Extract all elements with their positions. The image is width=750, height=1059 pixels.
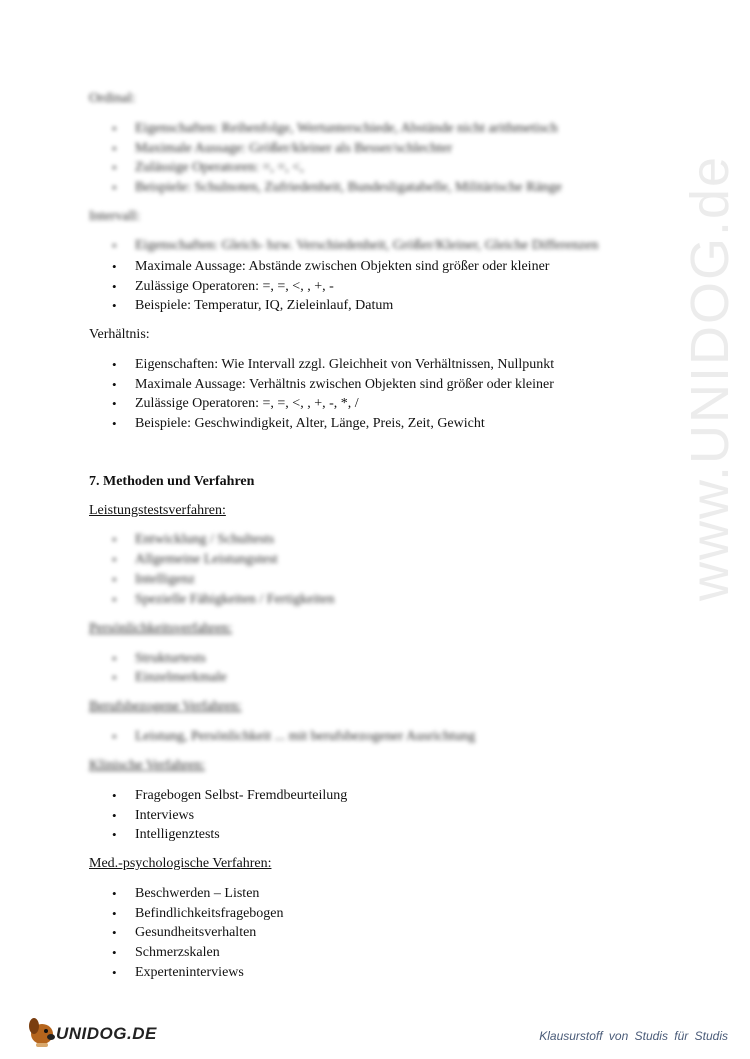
bullet: • <box>112 729 117 744</box>
list-item: Eigenschaften: Wie Intervall zzgl. Gleichheit von Verhältnissen, Nullpunkt <box>135 357 555 372</box>
list-item: Befindlichkeitsfragebogen <box>135 906 284 921</box>
bullet: • <box>112 965 117 980</box>
list-item: Experteninterviews <box>135 965 244 980</box>
bullet: • <box>112 651 117 666</box>
med-heading: Med.-psychologische Verfahren: <box>89 856 272 871</box>
footer-logo-text: UNIDOG.DE <box>56 1024 157 1043</box>
list-item: Maximale Aussage: Abstände zwischen Objekten sind größer oder kleiner <box>135 259 550 274</box>
intervall-heading: Intervall: <box>89 209 141 224</box>
bullet: • <box>112 121 117 136</box>
list-item: Eigenschaften: Gleich- bzw. Verschiedenheit, Größer/Kleiner, Gleiche Differenzen <box>135 238 599 253</box>
klinisch-heading: Klinische Verfahren: <box>89 758 205 773</box>
persoenlichkeit-heading: Persönlichkeitsverfahren: <box>89 621 233 636</box>
list-item: Allgemeine Leistungstest <box>135 552 278 567</box>
bullet: • <box>112 238 117 253</box>
bullet: • <box>112 906 117 921</box>
list-item: Einzelmerkmale <box>135 670 227 685</box>
bullet: • <box>112 886 117 901</box>
list-item: Zulässige Operatoren: =, =, <, , +, - <box>135 279 334 294</box>
bullet: • <box>112 827 117 842</box>
bullet: • <box>112 416 117 431</box>
bullet: • <box>112 357 117 372</box>
footer-tagline: Klausurstoff von Studis für Studis <box>539 1029 728 1043</box>
list-item: Strukturtests <box>135 651 206 666</box>
bullet: • <box>112 532 117 547</box>
watermark: www.UNIDOG.de <box>680 154 740 601</box>
list-item: Beispiele: Geschwindigkeit, Alter, Länge, Preis, Zeit, Gewicht <box>135 416 485 431</box>
section-title: 7. Methoden und Verfahren <box>89 474 255 489</box>
bullet: • <box>112 180 117 195</box>
ordinal-heading: Ordinal: <box>89 91 136 106</box>
bullet: • <box>112 945 117 960</box>
list-item: Gesundheitsverhalten <box>135 925 257 940</box>
list-item: Fragebogen Selbst- Fremdbeurteilung <box>135 788 348 803</box>
list-item: Leistung, Persönlichkeit ... mit berufsbezogener Ausrichtung <box>135 729 476 744</box>
bullet: • <box>112 788 117 803</box>
list-item: Entwicklung / Schultests <box>135 532 275 547</box>
bullet: • <box>112 298 117 313</box>
bullet: • <box>112 808 117 823</box>
list-item: Maximale Aussage: Verhältnis zwischen Objekten sind größer oder kleiner <box>135 377 554 392</box>
list-item: Beispiele: Temperatur, IQ, Zieleinlauf, Datum <box>135 298 394 313</box>
list-item: Spezielle Fähigkeiten / Fertigkeiten <box>135 592 335 607</box>
leistung-heading: Leistungstestsverfahren: <box>89 503 226 518</box>
list-item: Intelligenz <box>135 572 195 587</box>
list-item: Eigenschaften: Reihenfolge, Wertunterschiede, Abstände nicht arithmetisch <box>135 121 558 136</box>
bullet: • <box>112 377 117 392</box>
bullet: • <box>112 396 117 411</box>
bullet: • <box>112 279 117 294</box>
bullet: • <box>112 572 117 587</box>
list-item: Zulässige Operatoren: =, =, <, <box>135 160 304 175</box>
beruf-heading: Berufsbezogene Verfahren: <box>89 699 242 714</box>
bullet: • <box>112 141 117 156</box>
list-item: Schmerzskalen <box>135 945 220 960</box>
bullet: • <box>112 259 117 274</box>
bullet: • <box>112 925 117 940</box>
list-item: Zulässige Operatoren: =, =, <, , +, -, *, / <box>135 396 359 411</box>
list-item: Beispiele: Schulnoten, Zufriedenheit, Bundesligatabelle, Militärische Ränge <box>135 180 562 195</box>
list-item: Maximale Aussage: Größer/kleiner als Besser/schlechter <box>135 141 453 156</box>
list-item: Intelligenztests <box>135 827 220 842</box>
bullet: • <box>112 552 117 567</box>
bullet: • <box>112 592 117 607</box>
bullet: • <box>112 670 117 685</box>
list-item: Beschwerden – Listen <box>135 886 260 901</box>
list-item: Interviews <box>135 808 195 823</box>
verhaeltnis-heading: Verhältnis: <box>89 327 150 342</box>
bullet: • <box>112 160 117 175</box>
